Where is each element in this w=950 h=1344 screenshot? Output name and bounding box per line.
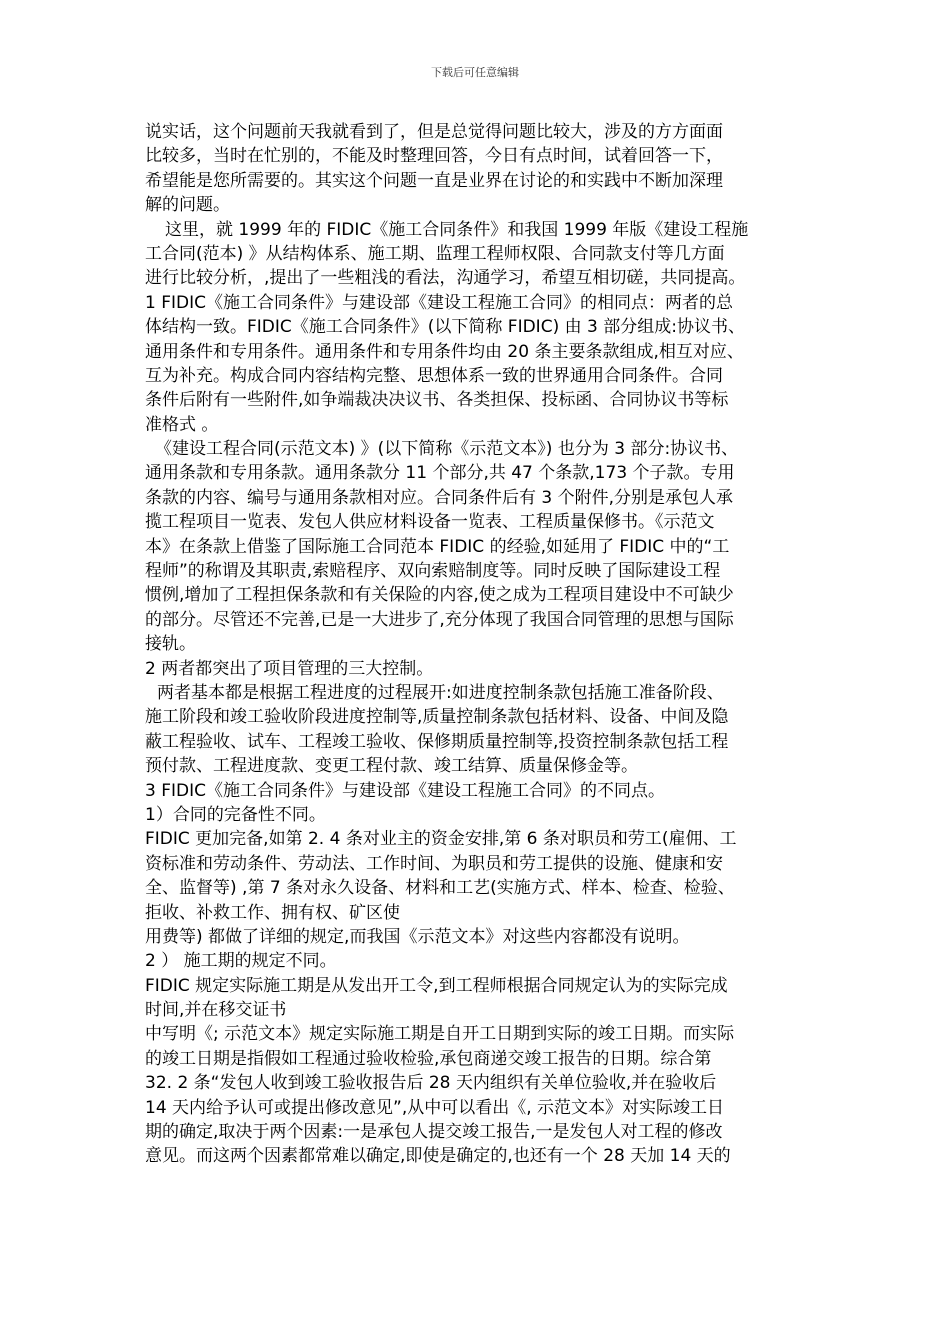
- text-line: 条款的内容、编号与通用条款相对应。合同条件后有 3 个附件,分别是承包人承: [145, 487, 734, 508]
- text-line: 意见。而这两个因素都常难以确定,即使是确定的,也还有一个 28 天加 14 天的: [145, 1146, 731, 1167]
- text-line: 通用条件和专用条件。通用条件和专用条件均由 20 条主要条款组成,相互对应、: [145, 341, 744, 362]
- text-line: 资标准和劳动条件、劳动法、工作时间、为职员和劳工提供的设施、健康和安: [145, 853, 723, 874]
- page-header: [0, 66, 950, 80]
- text-line: 期的确定,取决于两个因素:一是承包人提交竣工报告,一是发包人对工程的修改: [145, 1122, 723, 1143]
- text-line: 揽工程项目一览表、发包人供应材料设备一览表、工程质量保修书。《示范文: [145, 512, 715, 533]
- text-line: 施工阶段和竣工验收阶段进度控制等,质量控制条款包括材料、设备、中间及隐: [145, 707, 729, 728]
- text-line: 2 两者都突出了项目管理的三大控制。: [145, 658, 434, 679]
- text-line: 两者基本都是根据工程进度的过程展开:如进度控制条款包括施工准备阶段、: [157, 682, 724, 703]
- text-line: 希望能是您所需要的。其实这个问题一直是业界在讨论的和实践中不断加深理: [145, 170, 723, 191]
- text-line: 条件后附有一些附件,如争端裁决决议书、各类担保、投标函、合同协议书等标: [145, 390, 729, 411]
- text-line: 这里，就 1999 年的 FIDIC《施工合同条件》和我国 1999 年版《建设工程施: [165, 219, 749, 240]
- text-line: FIDIC 更加完备,如第 2. 4 条对业主的资金安排,第 6 条对职员和劳工(雇佣、工: [145, 829, 737, 850]
- text-line: 的部分。尽管还不完善,已是一大进步了,充分体现了我国合同管理的思想与国际: [145, 609, 734, 630]
- text-line: 蔽工程验收、试车、工程竣工验收、保修期质量控制等,投资控制条款包括工程: [145, 731, 729, 752]
- text-line: 准格式 。: [145, 414, 219, 435]
- header-text: 下载后可任意编辑: [431, 66, 519, 79]
- text-line: 互为补充。构成合同内容结构完整、思想体系一致的世界通用合同条件。合同: [145, 365, 723, 386]
- text-line: 全、监督等) ,第 7 条对永久设备、材料和工艺(实施方式、样本、检查、检验、: [145, 878, 735, 899]
- text-line: 时间,并在移交证书: [145, 1000, 287, 1021]
- text-line: 工合同(范本) 》从结构体系、施工期、监理工程师权限、合同款支付等几方面: [145, 243, 725, 264]
- text-line: 的竣工日期是指假如工程通过验收检验,承包商递交竣工报告的日期。综合第: [145, 1048, 712, 1069]
- text-line: 1 FIDIC《施工合同条件》与建设部《建设工程施工合同》的相同点：两者的总: [145, 292, 733, 313]
- text-line: 2 ） 施工期的规定不同。: [145, 951, 337, 972]
- text-line: 说实话，这个问题前天我就看到了，但是总觉得问题比较大，涉及的方方面面: [145, 122, 723, 142]
- text-line: 《建设工程合同(示范文本) 》(以下简称《示范文本》) 也分为 3 部分:协议书、: [155, 439, 739, 460]
- text-line: 体结构一致。FIDIC《施工合同条件》(以下简称 FIDIC) 由 3 部分组成:协议书、: [145, 317, 745, 338]
- text-line: 接轨。: [145, 634, 196, 655]
- text-line: 3 FIDIC《施工合同条件》与建设部《建设工程施工合同》的不同点。: [145, 780, 665, 801]
- text-line: 14 天内给予认可或提出修改意见”,从中可以看出《, 示范文本》对实际竣工日: [145, 1097, 725, 1118]
- document-body: [145, 120, 825, 1169]
- text-line: 拒收、补救工作、拥有权、矿区使: [145, 902, 400, 923]
- text-line: 程师”的称谓及其职责,索赔程序、双向索赔制度等。同时反映了国际建设工程: [145, 561, 721, 582]
- text-line: 32. 2 条“发包人收到竣工验收报告后 28 天内组织有关单位验收,并在验收后: [145, 1073, 717, 1094]
- text-line: 1）合同的完备性不同。: [145, 804, 326, 825]
- text-line: 解的问题。: [145, 195, 230, 216]
- text-line: 用费等) 都做了详细的规定,而我国《示范文本》对这些内容都没有说明。: [145, 926, 690, 947]
- text-line: FIDIC 规定实际施工期是从发出开工令,到工程师根据合同规定认为的实际完成: [145, 975, 728, 996]
- text-line: 惯例,增加了工程担保条款和有关保险的内容,使之成为工程项目建设中不可缺少: [145, 585, 734, 606]
- text-line: 本》在条款上借鉴了国际施工合同范本 FIDIC 的经验,如延用了 FIDIC 中的“工: [145, 536, 730, 557]
- text-line: 比较多，当时在忙别的，不能及时整理回答，今日有点时间，试着回答一下，: [145, 146, 723, 167]
- text-line: 通用条款和专用条款。通用条款分 11 个部分,共 47 个条款,173 个子款。专用: [145, 463, 735, 484]
- text-line: 预付款、工程进度款、变更工程付款、竣工结算、质量保修金等。: [145, 756, 638, 777]
- text-line: 中写明《; 示范文本》规定实际施工期是自开工日期到实际的竣工日期。而实际: [145, 1024, 735, 1045]
- text-line: 进行比较分析，,提出了一些粗浅的看法，沟通学习，希望互相切磋，共同提高。: [145, 268, 746, 289]
